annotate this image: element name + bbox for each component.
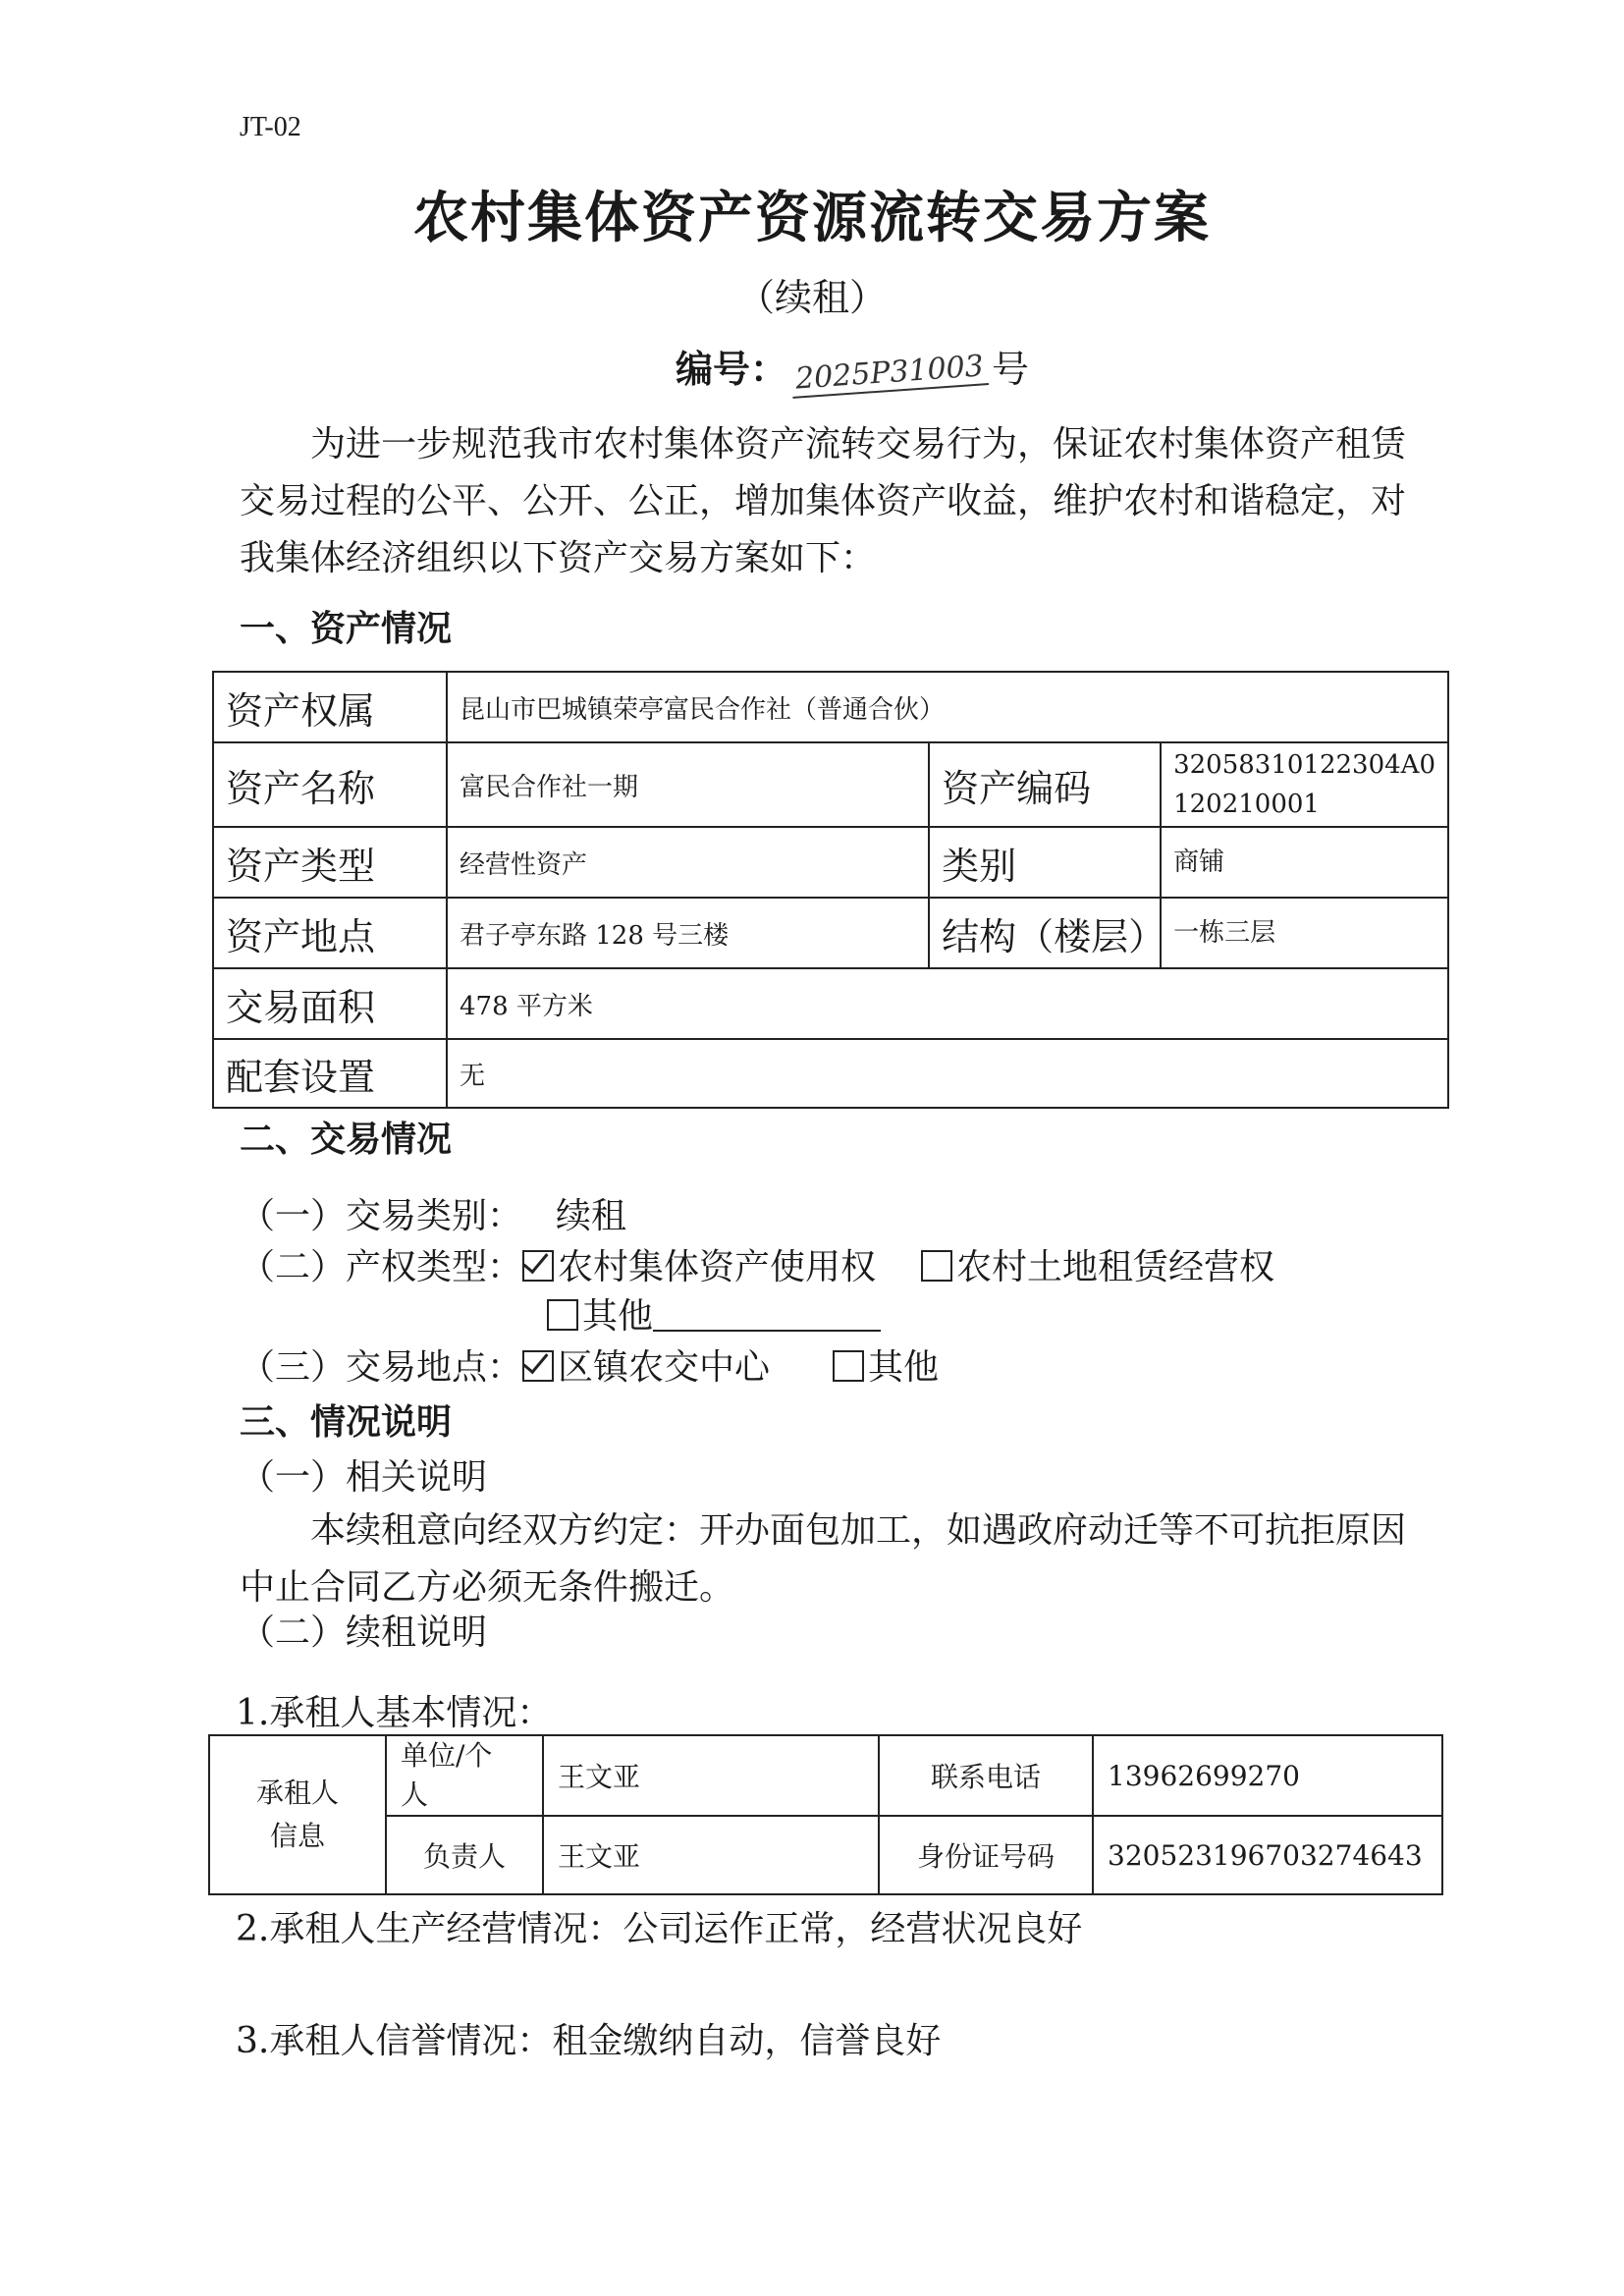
phone-value: 13962699270 — [1093, 1735, 1442, 1816]
asset-type-value: 经营性资产 — [447, 827, 929, 898]
facilities-label: 配套设置 — [213, 1039, 447, 1108]
property-type-label: （二）产权类型： — [240, 1247, 523, 1287]
serial-number — [676, 339, 1029, 397]
asset-code-line2: 120210001 — [1173, 790, 1320, 819]
asset-row-area — [213, 968, 1448, 1039]
section3-heading: 三、情况说明 — [240, 1402, 453, 1443]
renter-row-1 — [209, 1735, 1442, 1816]
renewal-notes-heading: （二）续租说明 — [240, 1613, 488, 1653]
document-title: 农村集体资产资源流转交易方案 — [413, 187, 1211, 250]
checkbox-land-lease-right[interactable] — [921, 1250, 952, 1282]
person-in-charge-value: 王文亚 — [543, 1816, 879, 1894]
intro-text: 为进一步规范我市农村集体资产流转交易行为，保证农村集体资产租赁交易过程的公平、公开、公正，增加集体资产收益，维护农村和谐稳定，对我集体经济组织以下资产交易方案如下： — [240, 424, 1407, 578]
renter-credit-status: 3.承租人信誉情况：租金缴纳自动，信誉良好 — [236, 2021, 942, 2061]
checkbox-collective-use-right[interactable] — [522, 1250, 554, 1282]
unit-person-label — [386, 1735, 543, 1816]
asset-code-value — [1161, 742, 1448, 827]
renter-basic-heading: 1.承租人基本情况： — [236, 1693, 553, 1733]
related-notes-paragraph — [240, 1503, 1428, 1616]
asset-name-label: 资产名称 — [213, 742, 447, 827]
renter-info-label — [209, 1735, 386, 1894]
facilities-value: 无 — [447, 1039, 1448, 1108]
asset-code-label: 资产编码 — [929, 742, 1161, 827]
trade-category-label: （一）交易类别： — [240, 1196, 523, 1236]
option-land-lease-right: 农村土地租赁经营权 — [956, 1247, 1275, 1287]
section1-heading: 一、资产情况 — [240, 609, 453, 649]
option-location-other: 其他 — [868, 1347, 940, 1388]
option-district-center: 区镇农交中心 — [558, 1347, 771, 1388]
trade-category-line — [240, 1188, 626, 1238]
asset-row-location — [213, 898, 1448, 968]
serial-label: 编号： — [676, 348, 788, 391]
unit-person-label-line1: 单位/个 — [401, 1739, 493, 1772]
asset-type-label: 资产类型 — [213, 827, 447, 898]
document-code: JT-02 — [240, 112, 301, 142]
serial-suffix: 号 — [991, 348, 1029, 391]
id-number-value: 320523196703274643 — [1093, 1816, 1442, 1894]
category-label: 类别 — [929, 827, 1161, 898]
renter-row-2 — [209, 1816, 1442, 1894]
section2-heading: 二、交易情况 — [240, 1120, 453, 1160]
asset-table — [212, 671, 1449, 1109]
location-label: 资产地点 — [213, 898, 447, 968]
trade-category-value: 续租 — [556, 1196, 627, 1236]
property-type-other-line — [547, 1288, 881, 1339]
location-value: 君子亭东路 128 号三楼 — [447, 898, 929, 968]
ownership-value: 昆山市巴城镇荣亭富民合作社（普通合伙） — [447, 672, 1448, 742]
asset-row-ownership — [213, 672, 1448, 742]
renter-table — [208, 1734, 1443, 1895]
intro-paragraph — [240, 416, 1428, 587]
checkbox-location-other[interactable] — [833, 1350, 864, 1382]
option-collective-use-right: 农村集体资产使用权 — [558, 1247, 877, 1287]
related-notes-text: 本续租意向经双方约定：开办面包加工，如遇政府动迁等不可抗拒原因中止合同乙方必须无条件搬迁。 — [240, 1510, 1407, 1608]
asset-code-line1: 32058310122304A0 — [1173, 750, 1435, 780]
option-property-other: 其他 — [582, 1296, 654, 1337]
asset-name-value: 富民合作社一期 — [447, 742, 929, 827]
category-value: 商铺 — [1161, 827, 1448, 898]
renter-business-status: 2.承租人生产经营情况：公司运作正常，经营状况良好 — [236, 1909, 1083, 1949]
person-in-charge-label: 负责人 — [386, 1816, 543, 1894]
checkbox-district-center[interactable] — [522, 1350, 554, 1382]
asset-row-type — [213, 827, 1448, 898]
unit-person-value: 王文亚 — [543, 1735, 879, 1816]
unit-person-label-line2: 人 — [401, 1778, 429, 1811]
renter-info-label-line1: 承租人 — [255, 1777, 339, 1809]
trade-location-label: （三）交易地点： — [240, 1347, 523, 1388]
related-notes-heading: （一）相关说明 — [240, 1457, 488, 1498]
property-type-line — [240, 1239, 1274, 1289]
area-value: 478 平方米 — [447, 968, 1448, 1039]
other-blank-line — [653, 1300, 881, 1332]
structure-label: 结构（楼层） — [929, 898, 1161, 968]
document-subtitle: （续租） — [736, 276, 887, 319]
asset-row-name — [213, 742, 1448, 827]
phone-label: 联系电话 — [879, 1735, 1093, 1816]
renter-info-label-line2: 信息 — [269, 1820, 325, 1852]
serial-value: 2025P31003 — [790, 349, 989, 399]
structure-value: 一栋三层 — [1161, 898, 1448, 968]
ownership-label: 资产权属 — [213, 672, 447, 742]
area-label: 交易面积 — [213, 968, 447, 1039]
checkbox-property-other[interactable] — [547, 1299, 578, 1331]
asset-row-facilities — [213, 1039, 1448, 1108]
id-number-label: 身份证号码 — [879, 1816, 1093, 1894]
trade-location-line — [240, 1339, 939, 1390]
